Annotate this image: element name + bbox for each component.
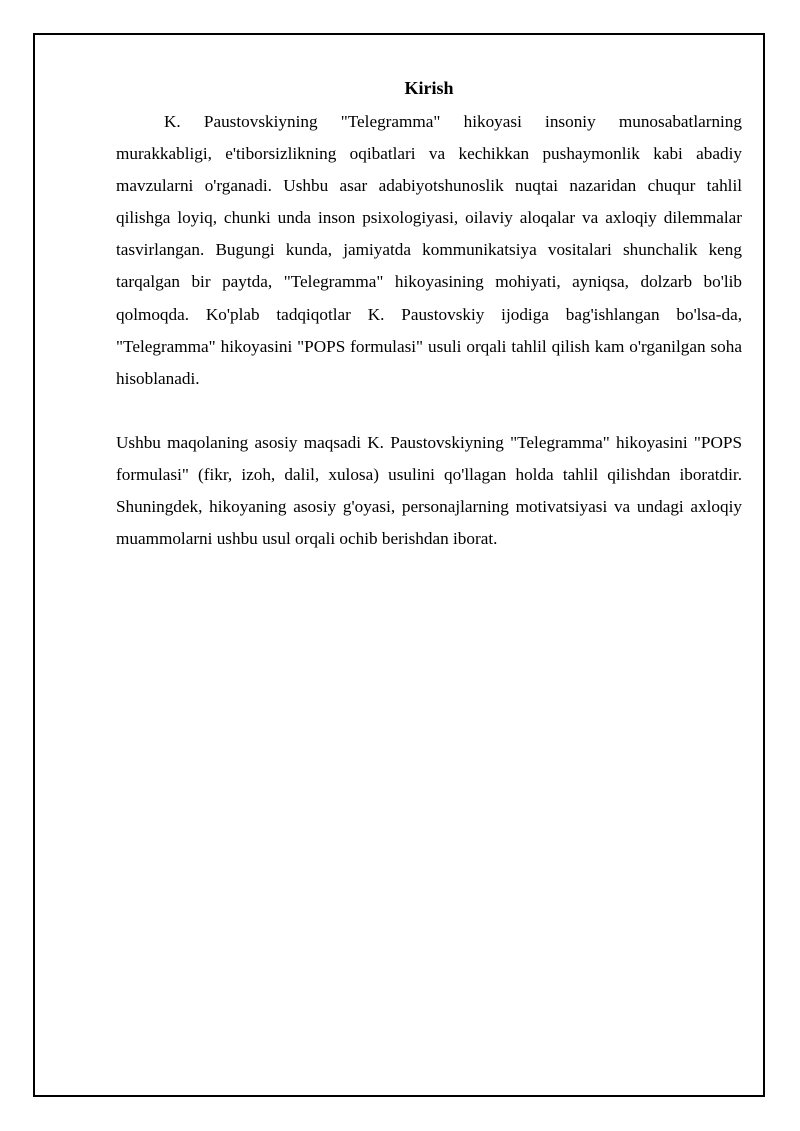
aim-paragraph: Ushbu maqolaning asosiy maqsadi K. Paustovskiyning "Telegramma" hikoyasini "POPS formulasi" (fikr, izoh, dalil, xulosa) usulini qo'llagan holda tahlil qilishdan iboratdir. Shuningdek, hikoyaning asosiy g'oyasi, personajlarning motivatsiyasi va undagi axloqiy muammolarni ushbu usul orqali ochib berishdan iborat. [116,432,742,549]
section-title: Kirish [404,78,454,98]
paragraph-spacer [116,395,742,427]
page-content [116,74,742,555]
intro-paragraph: K. Paustovskiyning "Telegramma" hikoyasi insoniy munosabatlarning murakkabligi, e'tiborsizlikning oqibatlari va kechikkan pushaymonlik kabi abadiy mavzularni o'rganadi. Ushbu asar adabiyotshunoslik nuqtai nazaridan chuqur tahlil qilishga loyiq, chunki unda inson psixologiyasi, oilaviy aloqalar va axloqiy dilemmalar tasvirlangan. Bugungi kunda, jamiyatda kommunikatsiya vositalari shunchalik keng tarqalgan bir paytda, "Telegramma" hikoyasining mohiyati, ayniqsa, dolzarb bo'lib qolmoqda. Ko'plab tadqiqotlar K. Paustovskiy ijodiga bag'ishlangan bo'lsa-da, "Telegramma" hikoyasini "POPS formulasi" usuli orqali tahlil qilish kam o'rganilgan soha hisoblanadi. [116,112,742,388]
